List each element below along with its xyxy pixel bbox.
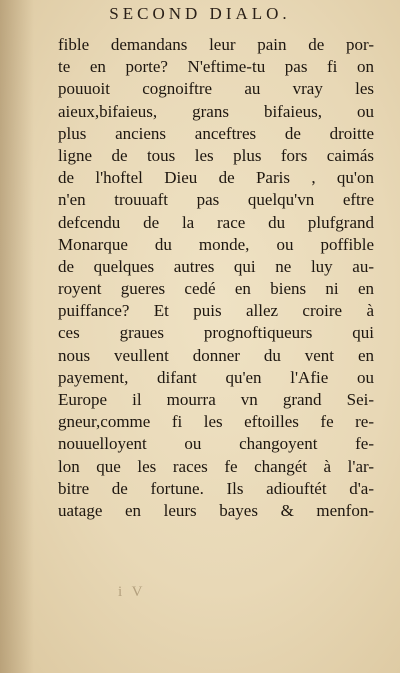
text-line: gneur,comme fi les eftoilles fe re- (58, 412, 374, 432)
text-line: ces graues prognoftiqueurs qui (58, 323, 374, 343)
text-line: de l'hoftel Dieu de Paris , qu'on (58, 168, 374, 188)
text-line: Europe il mourra vn grand Sei- (58, 390, 374, 409)
text-line: uatage en leurs bayes & menfon- (58, 500, 374, 520)
text-line: Monarque du monde, ou poffible (58, 234, 374, 254)
text-line: payement, difant qu'en l'Afie ou (58, 367, 374, 387)
signature-mark: i V (118, 584, 146, 600)
text-line: bitre de fortune. Ils adiouftét d'a- (58, 478, 374, 498)
text-line: defcendu de la race du plufgrand (58, 212, 374, 232)
text-line: royent gueres cedé en biens ni en (58, 279, 374, 299)
text-line: lon que les races fe changét à l'ar- (58, 456, 374, 476)
text-line: n'en trouuaft pas quelqu'vn eftre (58, 190, 374, 210)
gutter-shadow (0, 0, 34, 673)
text-line: de quelques autres qui ne luy au- (58, 256, 374, 276)
text-line: nouuelloyent ou changoyent fe- (58, 434, 374, 454)
text-line: pouuoit cognoiftre au vray les (58, 79, 374, 99)
text-line: aieux,bifaieus, grans bifaieus, ou (58, 101, 374, 121)
text-line: ligne de tous les plus fors caimás (58, 145, 374, 165)
text-line: te en porte? N'eftime-tu pas fi on (58, 57, 374, 77)
running-head: SECOND DIALO. (109, 4, 291, 23)
text-line: puiffance? Et puis allez croire à (58, 301, 374, 321)
text-block (58, 34, 374, 522)
text-line: nous veullent donner du vent en (58, 345, 374, 365)
text-line: fible demandans leur pain de por- (58, 35, 374, 54)
text-line: plus anciens anceftres de droitte (58, 123, 374, 143)
